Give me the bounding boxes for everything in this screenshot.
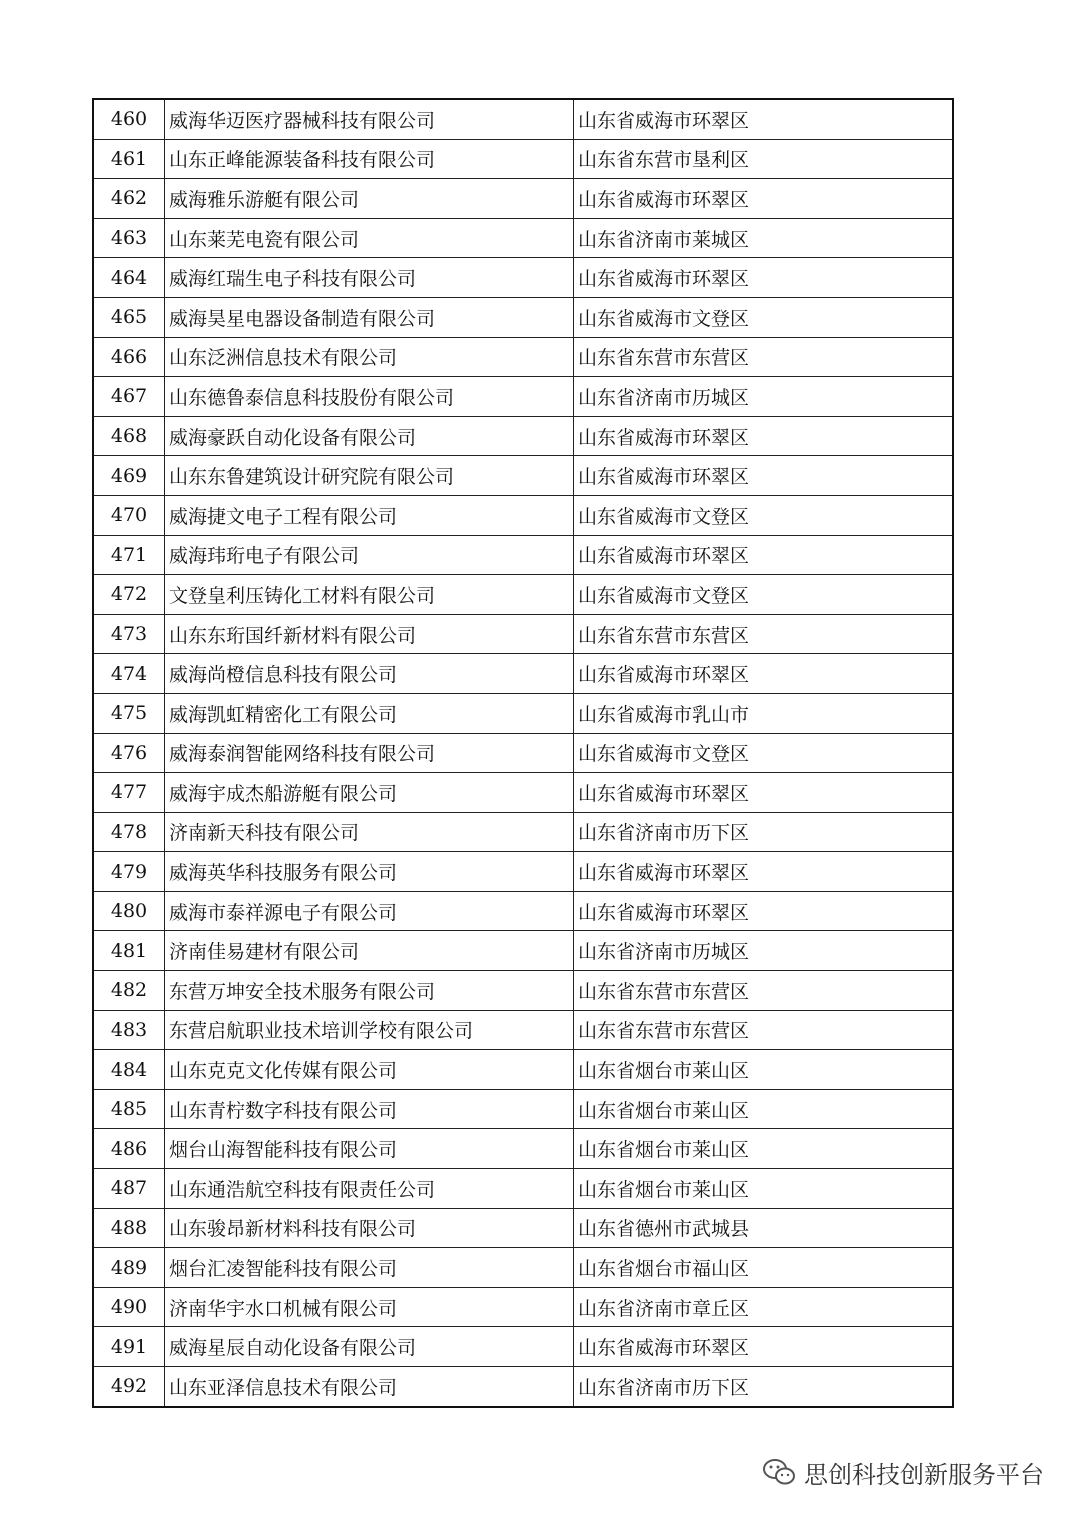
row-number: 480 xyxy=(93,891,165,931)
company-location: 山东省威海市环翠区 xyxy=(574,852,954,892)
company-name: 东营万坤安全技术服务有限公司 xyxy=(165,971,574,1011)
table-row xyxy=(93,1129,953,1169)
table-row xyxy=(93,971,953,1011)
row-number: 490 xyxy=(93,1287,165,1327)
table-row xyxy=(93,654,953,694)
table-row xyxy=(93,258,953,298)
company-name: 威海尚橙信息科技有限公司 xyxy=(165,654,574,694)
table-row xyxy=(93,337,953,377)
row-number: 482 xyxy=(93,971,165,1011)
company-location: 山东省济南市历下区 xyxy=(574,812,954,852)
company-name: 威海昊星电器设备制造有限公司 xyxy=(165,297,574,337)
table-row xyxy=(93,1327,953,1367)
company-name: 威海红瑞生电子科技有限公司 xyxy=(165,258,574,298)
company-location: 山东省东营市东营区 xyxy=(574,614,954,654)
row-number: 466 xyxy=(93,337,165,377)
row-number: 474 xyxy=(93,654,165,694)
company-location: 山东省烟台市莱山区 xyxy=(574,1129,954,1169)
company-name: 山东亚泽信息技术有限公司 xyxy=(165,1367,574,1407)
company-location: 山东省威海市环翠区 xyxy=(574,891,954,931)
company-location: 山东省济南市历城区 xyxy=(574,931,954,971)
row-number: 491 xyxy=(93,1327,165,1367)
table-row xyxy=(93,931,953,971)
row-number: 483 xyxy=(93,1010,165,1050)
company-name: 山东正峰能源装备科技有限公司 xyxy=(165,139,574,179)
table-row xyxy=(93,377,953,417)
company-name: 威海凯虹精密化工有限公司 xyxy=(165,693,574,733)
company-location: 山东省威海市文登区 xyxy=(574,297,954,337)
company-location: 山东省济南市莱城区 xyxy=(574,218,954,258)
company-location: 山东省威海市环翠区 xyxy=(574,258,954,298)
row-number: 479 xyxy=(93,852,165,892)
table-row xyxy=(93,535,953,575)
row-number: 465 xyxy=(93,297,165,337)
table-row xyxy=(93,416,953,456)
table-row xyxy=(93,1050,953,1090)
row-number: 475 xyxy=(93,693,165,733)
company-name: 威海雅乐游艇有限公司 xyxy=(165,179,574,219)
company-location: 山东省威海市文登区 xyxy=(574,495,954,535)
row-number: 472 xyxy=(93,575,165,615)
row-number: 464 xyxy=(93,258,165,298)
row-number: 467 xyxy=(93,377,165,417)
table-row xyxy=(93,1208,953,1248)
company-location: 山东省济南市历城区 xyxy=(574,377,954,417)
row-number: 486 xyxy=(93,1129,165,1169)
company-location: 山东省东营市东营区 xyxy=(574,1010,954,1050)
company-name: 山东青柠数字科技有限公司 xyxy=(165,1089,574,1129)
company-location: 山东省威海市环翠区 xyxy=(574,535,954,575)
row-number: 468 xyxy=(93,416,165,456)
company-name: 威海泰润智能网络科技有限公司 xyxy=(165,733,574,773)
company-location: 山东省威海市环翠区 xyxy=(574,654,954,694)
row-number: 476 xyxy=(93,733,165,773)
table-row xyxy=(93,1169,953,1209)
row-number: 485 xyxy=(93,1089,165,1129)
company-name: 威海玮珩电子有限公司 xyxy=(165,535,574,575)
company-name: 济南华宇水口机械有限公司 xyxy=(165,1287,574,1327)
company-name: 山东骏昂新材料科技有限公司 xyxy=(165,1208,574,1248)
table-row xyxy=(93,812,953,852)
row-number: 477 xyxy=(93,773,165,813)
row-number: 478 xyxy=(93,812,165,852)
row-number: 461 xyxy=(93,139,165,179)
company-name: 威海市泰祥源电子有限公司 xyxy=(165,891,574,931)
table-row xyxy=(93,1089,953,1129)
row-number: 473 xyxy=(93,614,165,654)
table-row xyxy=(93,179,953,219)
company-name: 威海英华科技服务有限公司 xyxy=(165,852,574,892)
company-name: 文登皇利压铸化工材料有限公司 xyxy=(165,575,574,615)
company-location: 山东省威海市文登区 xyxy=(574,733,954,773)
company-location: 山东省烟台市莱山区 xyxy=(574,1050,954,1090)
row-number: 469 xyxy=(93,456,165,496)
table-row xyxy=(93,139,953,179)
company-location: 山东省威海市环翠区 xyxy=(574,179,954,219)
company-name: 威海宇成杰船游艇有限公司 xyxy=(165,773,574,813)
table-row xyxy=(93,1287,953,1327)
company-location: 山东省威海市环翠区 xyxy=(574,773,954,813)
table-row xyxy=(93,575,953,615)
company-name: 济南新天科技有限公司 xyxy=(165,812,574,852)
table-row xyxy=(93,733,953,773)
row-number: 487 xyxy=(93,1169,165,1209)
table-row xyxy=(93,297,953,337)
company-name: 山东东鲁建筑设计研究院有限公司 xyxy=(165,456,574,496)
company-location: 山东省烟台市福山区 xyxy=(574,1248,954,1288)
row-number: 462 xyxy=(93,179,165,219)
table-row xyxy=(93,99,953,139)
row-number: 481 xyxy=(93,931,165,971)
row-number: 484 xyxy=(93,1050,165,1090)
row-number: 463 xyxy=(93,218,165,258)
company-name: 烟台汇凌智能科技有限公司 xyxy=(165,1248,574,1288)
company-list-table xyxy=(92,98,954,1408)
table-row xyxy=(93,891,953,931)
table-row xyxy=(93,1010,953,1050)
company-name: 威海捷文电子工程有限公司 xyxy=(165,495,574,535)
table-row xyxy=(93,693,953,733)
company-name: 山东东珩国纤新材料有限公司 xyxy=(165,614,574,654)
table-row xyxy=(93,1248,953,1288)
company-location: 山东省济南市章丘区 xyxy=(574,1287,954,1327)
company-name: 山东莱芜电瓷有限公司 xyxy=(165,218,574,258)
company-location: 山东省威海市文登区 xyxy=(574,575,954,615)
company-location: 山东省济南市历下区 xyxy=(574,1367,954,1407)
company-name: 山东泛洲信息技术有限公司 xyxy=(165,337,574,377)
company-name: 威海星辰自动化设备有限公司 xyxy=(165,1327,574,1367)
row-number: 488 xyxy=(93,1208,165,1248)
company-location: 山东省威海市环翠区 xyxy=(574,99,954,139)
table-body xyxy=(93,99,953,1407)
company-name: 威海豪跃自动化设备有限公司 xyxy=(165,416,574,456)
wechat-icon xyxy=(762,1457,796,1487)
table-row xyxy=(93,773,953,813)
company-location: 山东省威海市环翠区 xyxy=(574,1327,954,1367)
company-name: 东营启航职业技术培训学校有限公司 xyxy=(165,1010,574,1050)
company-location: 山东省威海市环翠区 xyxy=(574,416,954,456)
row-number: 492 xyxy=(93,1367,165,1407)
row-number: 470 xyxy=(93,495,165,535)
company-location: 山东省威海市乳山市 xyxy=(574,693,954,733)
company-location: 山东省德州市武城县 xyxy=(574,1208,954,1248)
table-row xyxy=(93,456,953,496)
company-name: 济南佳易建材有限公司 xyxy=(165,931,574,971)
row-number: 489 xyxy=(93,1248,165,1288)
company-location: 山东省烟台市莱山区 xyxy=(574,1169,954,1209)
company-location: 山东省东营市东营区 xyxy=(574,337,954,377)
table-row xyxy=(93,495,953,535)
company-location: 山东省东营市东营区 xyxy=(574,971,954,1011)
company-name: 威海华迈医疗器械科技有限公司 xyxy=(165,99,574,139)
row-number: 460 xyxy=(93,99,165,139)
company-location: 山东省威海市环翠区 xyxy=(574,456,954,496)
company-name: 山东克克文化传媒有限公司 xyxy=(165,1050,574,1090)
company-location: 山东省东营市垦利区 xyxy=(574,139,954,179)
table-row xyxy=(93,614,953,654)
watermark xyxy=(762,1452,1044,1492)
table-row xyxy=(93,1367,953,1407)
table-row xyxy=(93,218,953,258)
company-name: 山东通浩航空科技有限责任公司 xyxy=(165,1169,574,1209)
company-location: 山东省烟台市莱山区 xyxy=(574,1089,954,1129)
watermark-text: 思创科技创新服务平台 xyxy=(804,1460,1044,1489)
company-name: 烟台山海智能科技有限公司 xyxy=(165,1129,574,1169)
company-name: 山东德鲁泰信息科技股份有限公司 xyxy=(165,377,574,417)
table-row xyxy=(93,852,953,892)
row-number: 471 xyxy=(93,535,165,575)
